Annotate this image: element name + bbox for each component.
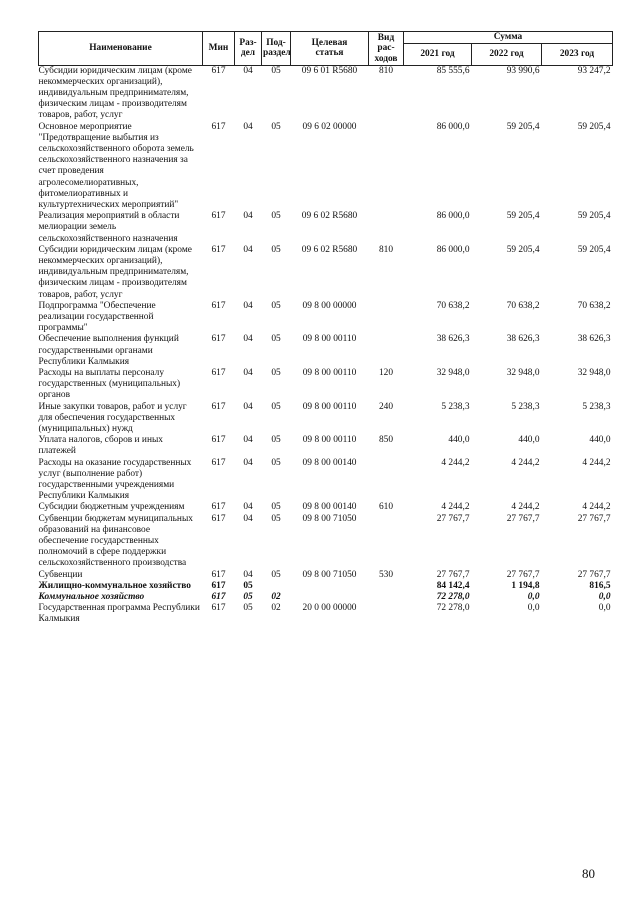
cell-vid-rashodov	[369, 458, 404, 503]
cell-name: Подпрограмма "Обеспечение реализации государственной программы"	[38, 300, 156, 334]
cell-2023: 38 626,3	[577, 334, 611, 345]
cell-2021: 5 238,3	[441, 401, 470, 412]
table-row	[39, 122, 613, 212]
cell-vid-rashodov	[369, 603, 404, 625]
header-min: Мин	[203, 32, 235, 66]
cell-razdel: 04	[243, 502, 253, 513]
cell-podrazdel	[262, 581, 291, 592]
cell-2021: 32 948,0	[436, 367, 470, 378]
cell-2021: 84 142,4	[436, 580, 470, 591]
cell-2022: 1 194,8	[511, 580, 540, 591]
cell-celevaya-statya: 09 8 00 00110	[302, 401, 357, 412]
cell-2023: 27 767,7	[577, 569, 611, 580]
table-row	[39, 435, 613, 457]
cell-celevaya-statya: 09 8 00 00110	[302, 435, 357, 446]
cell-name: Расходы на выплаты персоналу государственных (муниципальных) органов	[38, 367, 181, 401]
cell-razdel: 04	[235, 65, 262, 122]
cell-podrazdel: 05	[271, 513, 281, 524]
cell-2021: 72 278,0	[436, 603, 470, 614]
cell-razdel: 04	[243, 435, 253, 446]
cell-razdel: 04	[243, 457, 253, 468]
table-row	[39, 514, 613, 570]
cell-2023: 27 767,7	[577, 513, 611, 524]
cell-razdel: 04	[243, 401, 253, 412]
cell-vid-rashodov: 810	[378, 244, 394, 255]
cell-name: Субсидии юридическим лицам (кроме некоммерческих организаций), индивидуальным предпринимателям, физическим лицам - производителям товаров, работ, услуг	[38, 244, 192, 300]
cell-2023: 59 205,4	[577, 121, 611, 132]
cell-celevaya-statya: 20 0 00 00000	[302, 603, 357, 614]
cell-2023: 4 244,2	[582, 502, 611, 513]
cell-razdel: 04	[243, 334, 253, 345]
cell-celevaya-statya	[291, 581, 369, 592]
table-row	[39, 402, 613, 436]
cell-celevaya-statya: 09 8 00 00000	[302, 300, 357, 311]
table-header	[39, 32, 613, 66]
cell-razdel: 05	[243, 592, 253, 603]
cell-razdel: 04	[243, 367, 253, 378]
cell-name: Расходы на оказание государственных услуг (выполнение работ) государственными учреждениями Республики Калмыкия	[38, 457, 192, 502]
cell-2022: 93 990,6	[472, 65, 542, 122]
cell-podrazdel: 05	[271, 121, 281, 132]
table-row	[39, 592, 613, 603]
cell-2022: 4 244,2	[511, 457, 540, 468]
cell-vid-rashodov	[369, 211, 404, 245]
cell-razdel: 04	[243, 211, 253, 222]
budget-table	[38, 31, 613, 626]
cell-2023: 70 638,2	[577, 300, 611, 311]
cell-2021: 4 244,2	[441, 457, 470, 468]
cell-celevaya-statya: 09 8 00 00110	[302, 367, 357, 378]
cell-2022: 59 205,4	[506, 121, 540, 132]
table-row	[39, 301, 613, 335]
cell-vid-rashodov	[369, 581, 404, 592]
cell-min: 617	[211, 513, 226, 524]
cell-podrazdel: 05	[271, 334, 281, 345]
header-razdel: Раз- дел	[235, 32, 262, 66]
cell-min: 617	[211, 244, 226, 255]
cell-2022: 70 638,2	[506, 300, 540, 311]
cell-name: Субвенции бюджетам муниципальных образований на финансовое обеспечение государственных полномочий в сфере поддержки сельскохозяйственного производства	[38, 513, 193, 569]
cell-min: 617	[211, 603, 226, 614]
cell-vid-rashodov	[369, 592, 404, 603]
table-body	[39, 65, 613, 626]
cell-razdel: 04	[243, 244, 253, 255]
cell-min: 617	[203, 65, 235, 122]
cell-min: 617	[211, 367, 226, 378]
cell-2023: 0,0	[598, 603, 611, 614]
cell-min: 617	[211, 401, 226, 412]
cell-2023: 4 244,2	[582, 457, 611, 468]
cell-2022: 440,0	[518, 435, 540, 446]
table-row	[39, 570, 613, 581]
cell-celevaya-statya: 09 8 00 00110	[302, 334, 357, 345]
table-row	[39, 502, 613, 513]
cell-2023: 32 948,0	[577, 367, 611, 378]
cell-podrazdel: 05	[271, 435, 281, 446]
cell-2021: 38 626,3	[436, 334, 470, 345]
cell-2022: 38 626,3	[506, 334, 540, 345]
table-row	[39, 458, 613, 503]
cell-podrazdel: 05	[271, 300, 281, 311]
cell-2023: 5 238,3	[582, 401, 611, 412]
table-row	[39, 334, 613, 368]
header-year-2023: 2023 год	[542, 43, 613, 65]
header-year-2021: 2021 год	[404, 43, 472, 65]
cell-2021: 86 000,0	[436, 211, 470, 222]
cell-vid-rashodov: 610	[378, 502, 394, 513]
cell-vid-rashodov: 530	[378, 569, 394, 580]
table-row	[39, 245, 613, 301]
cell-razdel: 04	[243, 121, 253, 132]
cell-podrazdel: 05	[262, 65, 291, 122]
cell-2021: 70 638,2	[436, 300, 470, 311]
cell-vid-rashodov	[369, 301, 404, 335]
cell-2021: 4 244,2	[441, 502, 470, 513]
header-year-2022: 2022 год	[472, 43, 542, 65]
cell-min: 617	[211, 502, 226, 513]
cell-2022: 27 767,7	[506, 513, 540, 524]
cell-min: 617	[211, 569, 226, 580]
cell-vid-rashodov: 240	[378, 401, 394, 412]
cell-min: 617	[211, 592, 226, 603]
cell-min: 617	[211, 121, 226, 132]
cell-2023: 440,0	[589, 435, 611, 446]
table-row	[39, 65, 613, 122]
cell-2021: 72 278,0	[436, 592, 470, 603]
cell-podrazdel: 02	[271, 603, 281, 614]
cell-2021: 85 555,6	[404, 65, 472, 122]
cell-podrazdel: 05	[271, 457, 281, 468]
cell-vid-rashodov	[369, 334, 404, 368]
cell-name: Обеспечение выполнения функций государственными органами Республики Калмыкия	[38, 334, 179, 367]
cell-2021: 27 767,7	[436, 513, 470, 524]
cell-podrazdel: 02	[271, 592, 281, 603]
cell-2023: 59 205,4	[577, 244, 611, 255]
cell-vid-rashodov: 120	[378, 367, 394, 378]
cell-celevaya-statya: 09 6 02 R5680	[301, 211, 358, 222]
cell-2023: 816,5	[589, 580, 611, 591]
cell-2023: 0,0	[598, 592, 611, 603]
cell-2022: 0,0	[527, 592, 540, 603]
cell-2022: 0,0	[527, 603, 540, 614]
cell-razdel: 05	[243, 603, 253, 614]
cell-name: Основное мероприятие "Предотвращение выбытия из сельскохозяйственного оборота земель сельскохозяйственного назначения за счет проведения агролесомелиоративных, фитомелиоративных и культуртехнических мероприятий"	[38, 121, 194, 210]
table-row	[39, 581, 613, 592]
cell-2022: 27 767,7	[506, 569, 540, 580]
cell-min: 617	[211, 300, 226, 311]
cell-min: 617	[211, 457, 226, 468]
cell-name: Уплата налогов, сборов и иных платежей	[38, 435, 163, 457]
cell-celevaya-statya: 09 6 01 R5680	[291, 65, 369, 122]
cell-name: Субвенции	[38, 569, 83, 580]
cell-name: Коммунальное хозяйство	[38, 592, 145, 603]
cell-2022: 4 244,2	[511, 502, 540, 513]
cell-2023: 59 205,4	[577, 211, 611, 222]
table-row	[39, 211, 613, 245]
cell-name: Субсидии юридическим лицам (кроме некоммерческих организаций), индивидуальным предпринимателям, физическим лицам - производителям товаров, работ, услуг	[39, 65, 203, 122]
cell-min: 617	[211, 211, 226, 222]
cell-min: 617	[211, 580, 226, 591]
cell-name: Жилищно-коммунальное хозяйство	[38, 580, 191, 591]
cell-name: Субсидии бюджетным учреждениям	[38, 502, 185, 513]
cell-vid-rashodov	[369, 514, 404, 570]
cell-podrazdel: 05	[271, 211, 281, 222]
cell-vid-rashodov: 810	[369, 65, 404, 122]
cell-2022: 59 205,4	[506, 244, 540, 255]
cell-vid-rashodov	[369, 122, 404, 212]
cell-2023: 93 247,2	[542, 65, 613, 122]
cell-min: 617	[211, 435, 226, 446]
header-name: Наименование	[39, 32, 203, 66]
cell-celevaya-statya: 09 8 00 00140	[302, 457, 357, 468]
page-number: 80	[582, 866, 595, 881]
cell-podrazdel: 05	[271, 569, 281, 580]
header-celevaya-statya: Целевая статья	[291, 32, 369, 66]
cell-celevaya-statya: 09 8 00 71050	[302, 569, 357, 580]
cell-min: 617	[211, 334, 226, 345]
table-row	[39, 368, 613, 402]
table-row	[39, 603, 613, 625]
cell-2021: 86 000,0	[436, 121, 470, 132]
cell-name: Иные закупки товаров, работ и услуг для обеспечения государственных (муниципальных) нужд	[38, 401, 187, 434]
cell-vid-rashodov: 850	[378, 435, 394, 446]
cell-name: Реализация мероприятий в области мелиорации земель сельскохозяйственного назначения	[38, 211, 180, 244]
cell-celevaya-statya: 09 8 00 00140	[302, 502, 357, 513]
cell-podrazdel: 05	[271, 367, 281, 378]
cell-2022: 5 238,3	[511, 401, 540, 412]
cell-podrazdel: 05	[271, 401, 281, 412]
cell-2021: 86 000,0	[436, 244, 470, 255]
cell-razdel: 04	[243, 513, 253, 524]
header-summa: Сумма	[404, 32, 613, 44]
cell-razdel: 05	[243, 580, 253, 591]
cell-celevaya-statya: 09 6 02 00000	[302, 121, 357, 132]
header-podrazdel: Под- раздел	[262, 32, 291, 66]
cell-2021: 440,0	[448, 435, 470, 446]
header-vid-rashodov: Вид рас- ходов	[369, 32, 404, 66]
cell-2022: 32 948,0	[506, 367, 540, 378]
cell-celevaya-statya	[291, 592, 369, 603]
cell-2022: 59 205,4	[506, 211, 540, 222]
cell-celevaya-statya: 09 6 02 R5680	[301, 244, 358, 255]
cell-2021: 27 767,7	[436, 569, 470, 580]
cell-celevaya-statya: 09 8 00 71050	[302, 513, 357, 524]
cell-razdel: 04	[243, 569, 253, 580]
cell-podrazdel: 05	[271, 244, 281, 255]
cell-name: Государственная программа Республики Калмыкия	[38, 603, 200, 625]
cell-podrazdel: 05	[271, 502, 281, 513]
cell-razdel: 04	[243, 300, 253, 311]
